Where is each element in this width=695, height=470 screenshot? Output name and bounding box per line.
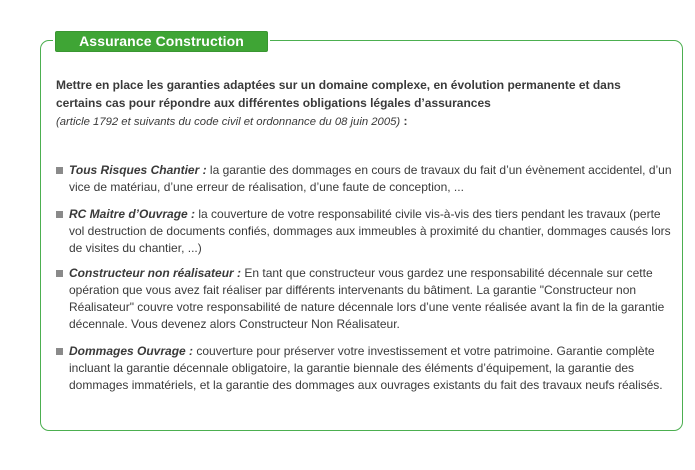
- list-item: [56, 265, 676, 333]
- list-item: [56, 343, 676, 394]
- item-term: Dommages Ouvrage :: [69, 344, 194, 358]
- intro-reference: (article 1792 et suivants du code civil et ordonnance du 08 juin 2005): [56, 116, 401, 128]
- section-title: Assurance Construction: [55, 31, 268, 52]
- square-bullet-icon: [56, 348, 63, 355]
- intro-colon: :: [400, 114, 408, 128]
- intro-paragraph: [56, 76, 666, 131]
- item-term: Constructeur non réalisateur :: [69, 266, 242, 280]
- item-description: couverture pour préserver votre investissement et votre patrimoine. Garantie complète incluant la garantie décennale obligatoire, la garantie biennale des éléments d’équipement, la garantie des dommages immatériels, et la garantie des dommages aux ouvrages existants du fait des travaux neufs réalisés.: [69, 344, 663, 392]
- square-bullet-icon: [56, 270, 63, 277]
- list-item: [56, 162, 676, 196]
- square-bullet-icon: [56, 167, 63, 174]
- square-bullet-icon: [56, 211, 63, 218]
- item-term: Tous Risques Chantier :: [69, 163, 207, 177]
- intro-text: Mettre en place les garanties adaptées sur un domaine complexe, en évolution permanente et dans certains cas pour répondre aux différentes obligations légales d’assurances: [56, 78, 621, 110]
- guarantee-list: [56, 162, 676, 404]
- item-term: RC Maitre d’Ouvrage :: [69, 207, 196, 221]
- item-description: la garantie des dommages en cours de travaux du fait d’un évènement accidentel, d’un vice de matériau, d’une erreur de réalisation, d’une faute de conception, ...: [69, 163, 672, 194]
- item-description: En tant que constructeur vous gardez une responsabilité décennale sur cette opération que vous avez fait réaliser par différents intervenants du bâtiment. La garantie "Constructeur non Réalisateur" couvre votre responsabilité de nature décennale lors d’une vente réalisée avant la fin de la garantie décennale. Vous devenez alors Constructeur Non Réalisateur.: [69, 266, 665, 331]
- list-item: [56, 206, 676, 257]
- item-description: la couverture de votre responsabilité civile vis-à-vis des tiers pendant les travaux (perte vol destruction de documents confiés, dommages aux immeubles à proximité du chantier, dommages causés lors de visites du chantier, ...): [69, 207, 671, 255]
